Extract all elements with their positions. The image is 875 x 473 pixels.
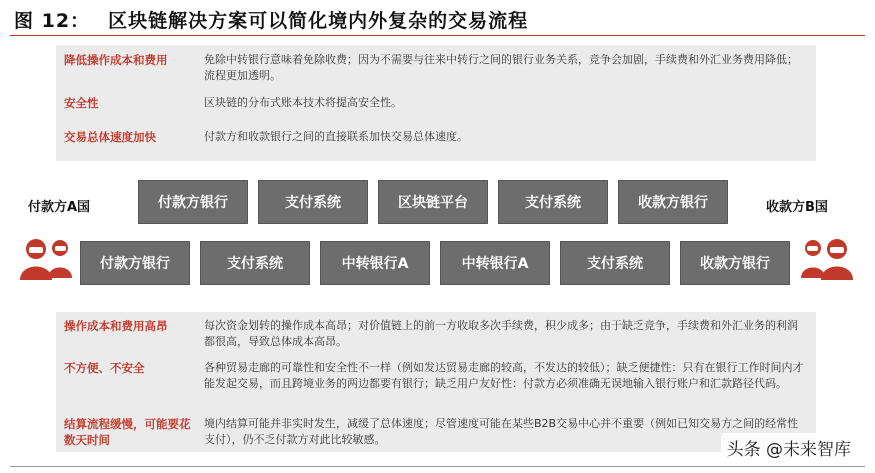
flow-node-payer-bank: 付款方银行: [80, 241, 190, 285]
flow-node-payment-system: 支付系统: [498, 180, 608, 224]
payer-country-label: 付款方A国: [28, 200, 91, 215]
title-divider: [10, 35, 865, 36]
problem-label: 结算流程缓慢，可能要花数天时间: [64, 417, 191, 447]
flow-node-payment-system: 支付系统: [560, 241, 670, 285]
bottom-divider: [10, 466, 865, 467]
problem-label: 不方便、不安全: [64, 361, 145, 375]
flow-node-payment-system: 支付系统: [258, 180, 368, 224]
benefit-label: 降低操作成本和费用: [64, 53, 168, 67]
payee-people-icon: [795, 234, 857, 282]
watermark: 头条 @未来智库: [721, 433, 857, 462]
flow-node-payee-bank: 收款方银行: [618, 180, 728, 224]
payee-country-label: 收款方B国: [766, 200, 828, 215]
benefit-label: 交易总体速度加快: [64, 130, 156, 144]
benefit-text: 免除中转银行意味着免除收费；因为不需要与往来中转行之间的银行业务关系，竞争会加剧，手续费和外汇业务费用降低；流程更加透明。: [204, 53, 798, 82]
problems-panel: [56, 312, 816, 452]
figure-number: 图 12：: [14, 10, 91, 32]
flow-node-payer-bank: 付款方银行: [138, 180, 248, 224]
flow-node-intermediary-bank: 中转银行A: [320, 241, 430, 285]
benefit-text: 区块链的分布式账本技术将提高安全性。: [204, 96, 402, 109]
figure-title-text: 区块链解决方案可以简化境内外复杂的交易流程: [108, 10, 529, 32]
flow-node-blockchain-platform: 区块链平台: [378, 180, 488, 224]
problem-text: 各种贸易走廊的可靠性和安全性不一样（例如发达贸易走廊的较高，不发达的较低）；缺乏便捷性：只有在银行工作时间内才能发起交易，而且跨境业务的两边都要有银行；缺乏用户友好性：付款方必须准确无误地输入银行账户和汇款路径代码。: [204, 361, 804, 390]
problem-text: 境内结算可能并非实时发生，减缓了总体速度；尽管速度可能在某些B2B交易中心并不重要（例如已知交易方之间的经常性支付），仍不乏付款方对此比较敏感。: [204, 417, 799, 446]
problem-label: 操作成本和费用高昂: [64, 319, 168, 333]
flow-node-payment-system: 支付系统: [200, 241, 310, 285]
benefit-label: 安全性: [64, 96, 99, 110]
flow-node-payee-bank: 收款方银行: [680, 241, 790, 285]
payer-people-icon: [16, 234, 78, 282]
benefits-panel: [56, 45, 816, 161]
flow-node-intermediary-bank: 中转银行A: [440, 241, 550, 285]
figure-title: [14, 6, 528, 33]
problem-text: 每次资金划转的操作成本高昂；对价值链上的前一方收取多次手续费，积少成多；由于缺乏竞争，手续费和外汇业务的利润都很高，导致总体成本高昂。: [204, 319, 798, 348]
benefit-text: 付款方和收款银行之间的直接联系加快交易总体速度。: [204, 130, 468, 143]
